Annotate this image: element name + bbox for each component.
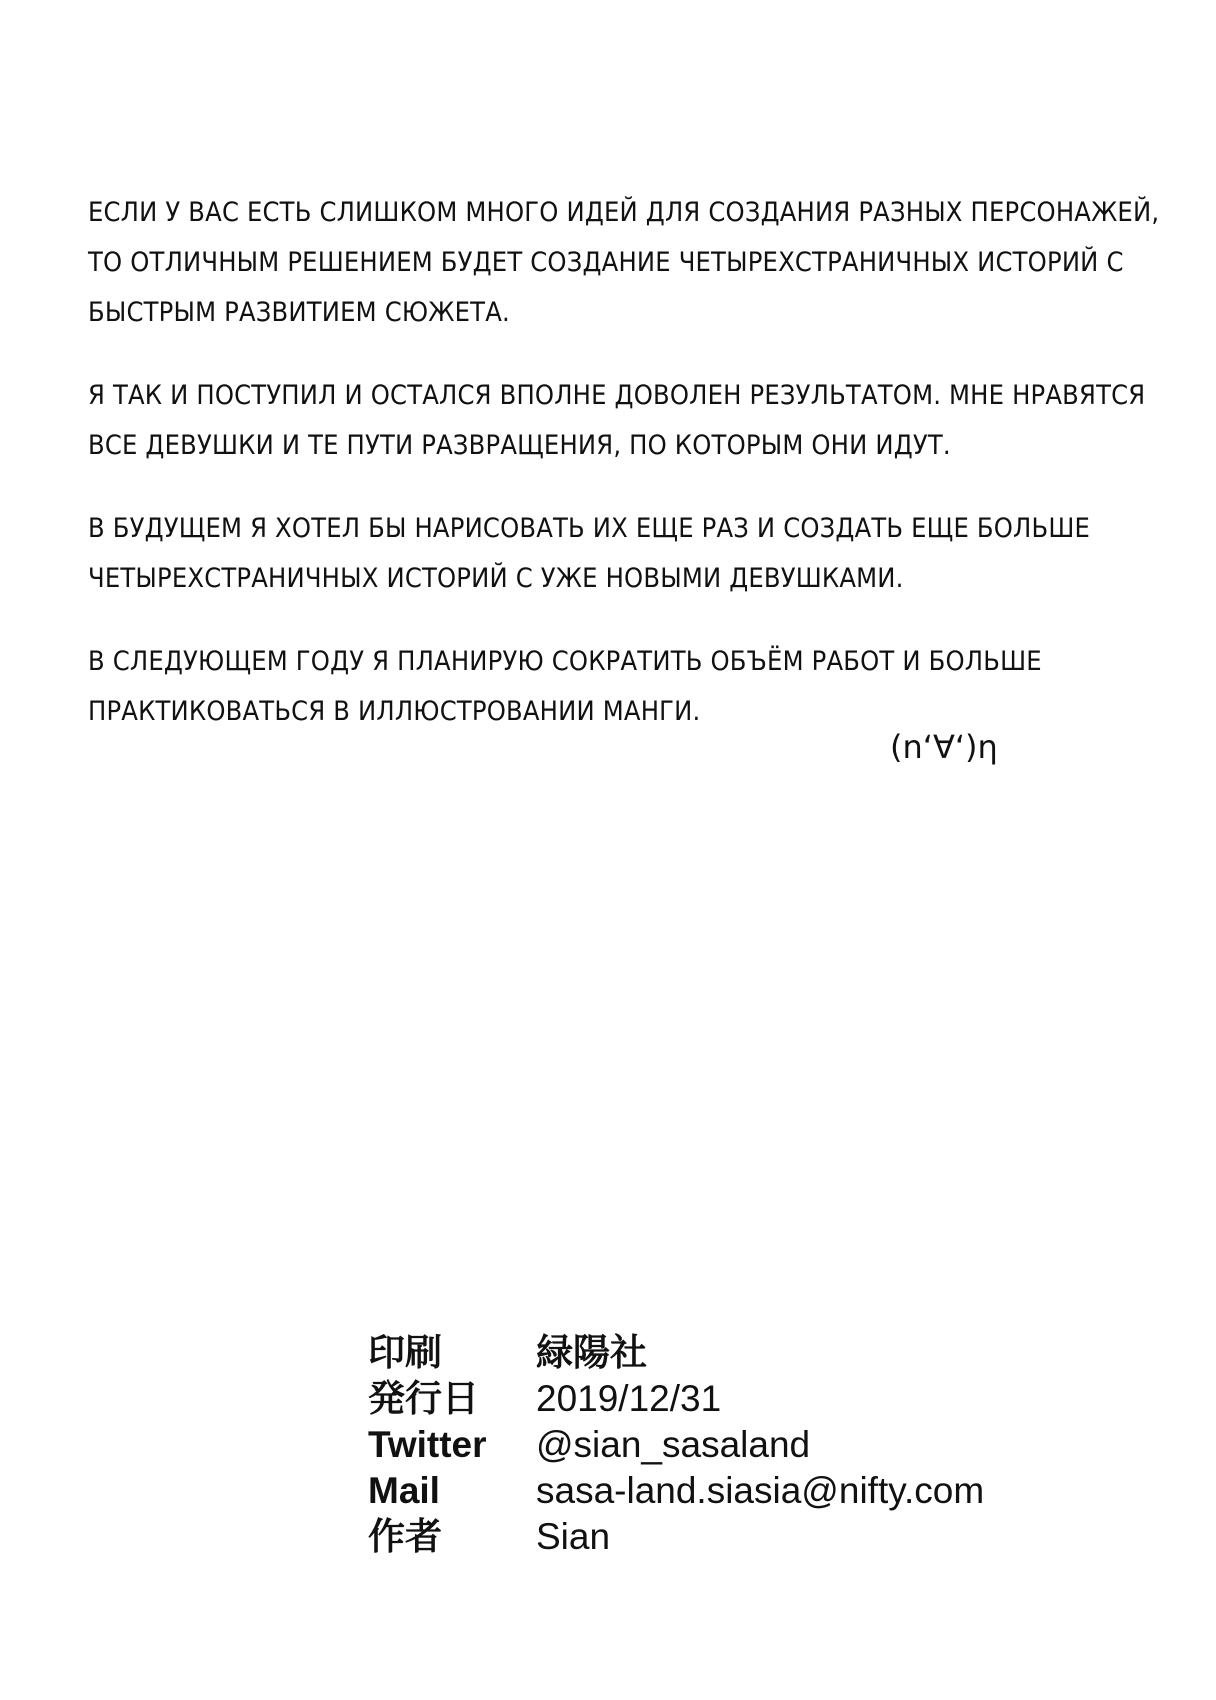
afterword-paragraph-1 — [88, 188, 1177, 338]
date-value: 2019/12/31 — [536, 1378, 722, 1419]
twitter-label: Twitter — [368, 1424, 487, 1465]
text-line: Я ТАК И ПОСТУПИЛ И ОСТАЛСЯ ВПОЛНЕ ДОВОЛЕН РЕЗУЛЬТАТОМ. МНЕ НРАВЯТСЯ — [88, 380, 1146, 411]
afterword-paragraph-3 — [88, 504, 1177, 604]
text-line: БЫСТРЫМ РАЗВИТИЕМ СЮЖЕТА. — [88, 297, 510, 328]
author-value: Sian — [536, 1516, 611, 1557]
afterword-text — [88, 188, 1177, 770]
mail-value: sasa-land.siasia@nifty.com — [536, 1470, 985, 1511]
colophon-row-date — [368, 1376, 984, 1422]
text-line: ЧЕТЫРЕХСТРАНИЧНЫХ ИСТОРИЙ С УЖЕ НОВЫМИ ДЕВУШКАМИ. — [88, 563, 904, 594]
printer-label: 印刷 — [368, 1331, 442, 1374]
text-line: ТО ОТЛИЧНЫМ РЕШЕНИЕМ БУДЕТ СОЗДАНИЕ ЧЕТЫРЕХСТРАНИЧНЫХ ИСТОРИЙ С — [88, 247, 1124, 278]
kaomoji: (n‘∀‘)η — [890, 728, 998, 766]
printer-value: 緑陽社 — [536, 1331, 647, 1374]
date-label: 発行日 — [368, 1377, 479, 1420]
colophon-row-printer — [368, 1330, 984, 1376]
colophon — [368, 1330, 984, 1560]
afterword-paragraph-2 — [88, 371, 1177, 471]
twitter-value: @sian_sasaland — [536, 1424, 811, 1465]
text-line: ВСЕ ДЕВУШКИ И ТЕ ПУТИ РАЗВРАЩЕНИЯ, ПО КОТОРЫМ ОНИ ИДУТ. — [88, 430, 951, 461]
afterword-paragraph-4 — [88, 637, 1177, 737]
mail-label: Mail — [368, 1470, 440, 1511]
author-label: 作者 — [368, 1515, 442, 1558]
colophon-row-author — [368, 1514, 984, 1560]
colophon-row-mail — [368, 1468, 984, 1514]
text-line: ПРАКТИКОВАТЬСЯ В ИЛЛЮСТРОВАНИИ МАНГИ. — [88, 696, 701, 727]
colophon-row-twitter — [368, 1422, 984, 1468]
text-line: ЕСЛИ У ВАС ЕСТЬ СЛИШКОМ МНОГО ИДЕЙ ДЛЯ СОЗДАНИЯ РАЗНЫХ ПЕРСОНАЖЕЙ, — [88, 197, 1160, 228]
text-line: В БУДУЩЕМ Я ХОТЕЛ БЫ НАРИСОВАТЬ ИХ ЕЩЕ РАЗ И СОЗДАТЬ ЕЩЕ БОЛЬШЕ — [88, 513, 1091, 544]
text-line: В СЛЕДУЮЩЕМ ГОДУ Я ПЛАНИРУЮ СОКРАТИТЬ ОБЪЁМ РАБОТ И БОЛЬШЕ — [88, 646, 1042, 677]
